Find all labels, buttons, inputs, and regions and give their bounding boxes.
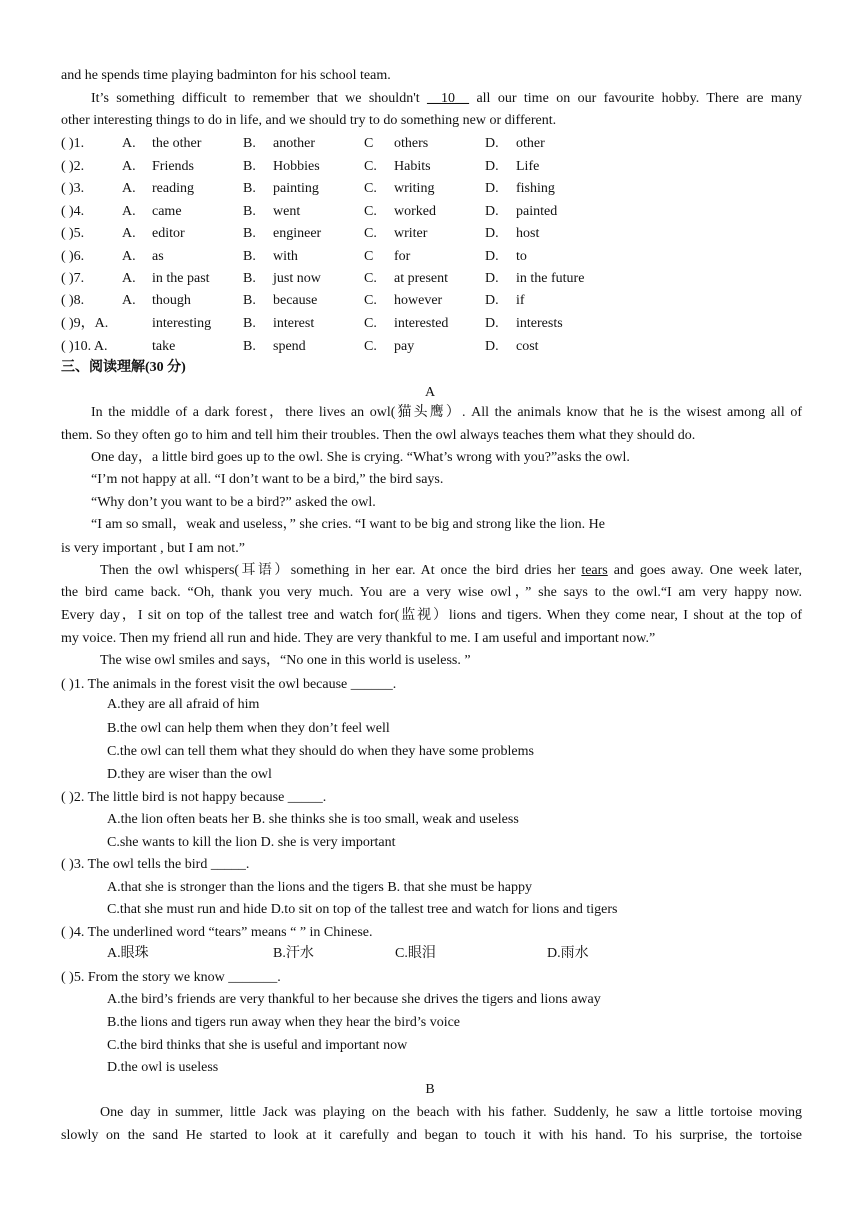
option-d: D. xyxy=(485,249,499,264)
cloze-question-row xyxy=(61,180,802,198)
option-a: A. xyxy=(122,226,136,241)
option: A.眼珠 xyxy=(107,946,149,961)
question-2: ( )2. The little bird is not happy because _____. xyxy=(61,790,327,805)
option: C.that she must run and hide D.to sit on top of the tallest tree and watch for lions and tigers xyxy=(107,902,618,917)
passage-line: One day in summer, little Jack was playing on the beach with his father. Suddenly, he saw a little tortoise moving xyxy=(100,1105,802,1120)
option-bt: just now xyxy=(273,271,321,286)
option-dt: Life xyxy=(516,159,540,174)
option-ct: Habits xyxy=(394,159,431,174)
option: B.the lions and tigers run away when they hear the bird’s voice xyxy=(107,1015,461,1030)
option: C.眼泪 xyxy=(395,946,436,961)
option-b: B. xyxy=(243,181,256,196)
option-b: B. xyxy=(243,293,256,308)
option-c: C. xyxy=(364,159,377,174)
option-d: D. xyxy=(485,293,499,308)
option-ct: others xyxy=(394,136,429,151)
passage-line: my voice. Then my friend all run and hide. They are very thankful to me. I am useful and important now.” xyxy=(61,631,656,646)
option-c: C xyxy=(364,136,374,151)
option-dt: cost xyxy=(516,339,539,354)
answer-paren: ( xyxy=(61,159,66,174)
question-number: )1. xyxy=(69,136,85,151)
option-d: D. xyxy=(485,159,499,174)
option-ct: for xyxy=(394,249,411,264)
option-ct: writing xyxy=(394,181,435,196)
option-ct: worked xyxy=(394,204,436,219)
option-a: A. xyxy=(122,136,136,151)
option-a: A. xyxy=(122,159,136,174)
option-b: B. xyxy=(243,271,256,286)
option-c: C xyxy=(364,249,374,264)
cloze-question-row xyxy=(61,292,802,310)
option-ct: pay xyxy=(394,339,415,354)
passage-line: the bird came back. “Oh, thank you very much. You are a very wise owl，” she says to the owl.“I am very happy now. xyxy=(61,585,802,600)
option-dt: painted xyxy=(516,204,558,219)
option-at: as xyxy=(152,249,164,264)
option-c: C. xyxy=(364,181,377,196)
question-number: )10. A. xyxy=(69,339,108,354)
answer-paren: ( xyxy=(61,271,66,286)
section-heading: 三、阅读理解(30 分) xyxy=(61,360,186,375)
option-dt: host xyxy=(516,226,540,241)
question-number: )9，A. xyxy=(69,316,109,331)
question-1: ( )1. The animals in the forest visit the owl because ______. xyxy=(61,677,397,692)
option-at: take xyxy=(152,339,176,354)
option-at: reading xyxy=(152,181,194,196)
option-dt: fishing xyxy=(516,181,555,196)
answer-paren: ( xyxy=(61,181,66,196)
option-dt: to xyxy=(516,249,527,264)
answer-paren: ( xyxy=(61,316,66,331)
option: A.that she is stronger than the lions and the tigers B. that she must be happy xyxy=(107,880,532,895)
option-at: editor xyxy=(152,226,185,241)
answer-paren: ( xyxy=(61,226,66,241)
option-c: C. xyxy=(364,339,377,354)
option-ct: writer xyxy=(394,226,428,241)
question-5: ( )5. From the story we know _______. xyxy=(61,970,281,985)
option-d: D. xyxy=(485,339,499,354)
question-number: )4. xyxy=(69,204,85,219)
option-d: D. xyxy=(485,271,499,286)
option-a: A. xyxy=(122,293,136,308)
cloze-question-row xyxy=(61,158,802,176)
cloze-blank-10: __10__ xyxy=(427,91,470,106)
option-ct: interested xyxy=(394,316,449,331)
option: A.the lion often beats her B. she thinks she is too small, weak and useless xyxy=(107,812,519,827)
option-dt: in the future xyxy=(516,271,585,286)
option-bt: with xyxy=(273,249,298,264)
option-at: interesting xyxy=(152,316,212,331)
option-c: C. xyxy=(364,316,377,331)
passage-line: “I’m not happy at all. “I don’t want to be a bird,” the bird says. xyxy=(91,472,444,487)
option-c: C. xyxy=(364,204,377,219)
question-number: )2. xyxy=(69,159,85,174)
option: B.汗水 xyxy=(273,946,314,961)
option-c: C. xyxy=(364,293,377,308)
option-a: A. xyxy=(122,249,136,264)
option-d: D. xyxy=(485,226,499,241)
option-b: B. xyxy=(243,204,256,219)
cloze-question-row xyxy=(61,135,802,153)
option-a: A. xyxy=(122,204,136,219)
option-b: B. xyxy=(243,226,256,241)
option-bt: Hobbies xyxy=(273,159,320,174)
passage-line: In the middle of a dark forest，there lives an owl(猫头鹰）. All the animals know that he is the wisest among all of xyxy=(91,405,802,420)
option: C.the owl can tell them what they should do when they have some problems xyxy=(107,744,534,759)
answer-paren: ( xyxy=(61,136,66,151)
passage-line: One day，a little bird goes up to the owl. She is crying. “What’s wrong with you?”asks the owl. xyxy=(91,450,630,465)
cloze-question-row xyxy=(61,338,802,356)
option-d: D. xyxy=(485,316,499,331)
passage-line: is very important , but I am not.” xyxy=(61,541,245,556)
passage-label-a: A xyxy=(424,385,436,400)
option: D.the owl is useless xyxy=(107,1060,219,1075)
option-dt: interests xyxy=(516,316,563,331)
option-c: C. xyxy=(364,226,377,241)
option-at: Friends xyxy=(152,159,194,174)
question-number: )7. xyxy=(69,271,85,286)
passage-line: other interesting things to do in life, and we should try to do something new or different. xyxy=(61,113,557,128)
question-3: ( )3. The owl tells the bird _____. xyxy=(61,857,250,872)
option-bt: another xyxy=(273,136,315,151)
option-bt: painting xyxy=(273,181,319,196)
cloze-question-row xyxy=(61,203,802,221)
option: C.she wants to kill the lion D. she is very important xyxy=(107,835,396,850)
passage-line: Then the owl whispers(耳语）something in her ear. At once the bird dries her tears and goes away. One week later, xyxy=(100,563,802,578)
passage-line: “I am so small，weak and useless，” she cries. “I want to be big and strong like the lion. He xyxy=(91,517,605,532)
option-d: D. xyxy=(485,204,499,219)
question-number: )3. xyxy=(69,181,85,196)
passage-line: It’s something difficult to remember that we shouldn't __10__ all our time on our favourite hobby. There are many xyxy=(91,91,802,106)
cloze-question-row xyxy=(61,270,802,288)
option-b: B. xyxy=(243,159,256,174)
option-dt: if xyxy=(516,293,525,308)
option-d: D. xyxy=(485,181,499,196)
option-c: C. xyxy=(364,271,377,286)
option-bt: went xyxy=(273,204,301,219)
cloze-question-row xyxy=(61,225,802,243)
option-b: B. xyxy=(243,339,256,354)
option-bt: because xyxy=(273,293,318,308)
option-at: in the past xyxy=(152,271,210,286)
option: D.they are wiser than the owl xyxy=(107,767,272,782)
option: A.they are all afraid of him xyxy=(107,697,260,712)
option-at: came xyxy=(152,204,182,219)
passage-line: them. So they often go to him and tell him their troubles. Then the owl always teaches them what they should do. xyxy=(61,428,696,443)
question-number: )5. xyxy=(69,226,85,241)
cloze-question-row xyxy=(61,248,802,266)
option: B.the owl can help them when they don’t feel well xyxy=(107,721,390,736)
passage-line: and he spends time playing badminton for his school team. xyxy=(61,68,391,83)
option-b: B. xyxy=(243,316,256,331)
underlined-word-tears: tears xyxy=(581,563,608,578)
option-a: A. xyxy=(122,271,136,286)
answer-paren: ( xyxy=(61,204,66,219)
option-b: B. xyxy=(243,249,256,264)
option-dt: other xyxy=(516,136,545,151)
passage-line: Every day，I sit on top of the tallest tree and watch for(监视）lions and tigers. When they come near, I shout at the top of xyxy=(61,608,802,623)
option-bt: interest xyxy=(273,316,315,331)
passage-line: “Why don’t you want to be a bird?” asked the owl. xyxy=(91,495,376,510)
option-a: A. xyxy=(122,181,136,196)
option: C.the bird thinks that she is useful and important now xyxy=(107,1038,408,1053)
question-number: )8. xyxy=(69,293,85,308)
option-at: though xyxy=(152,293,191,308)
option-ct: at present xyxy=(394,271,449,286)
option-bt: spend xyxy=(273,339,306,354)
option: D.雨水 xyxy=(547,946,589,961)
option-at: the other xyxy=(152,136,202,151)
answer-paren: ( xyxy=(61,339,66,354)
passage-label-b: B xyxy=(425,1082,435,1097)
option-d: D. xyxy=(485,136,499,151)
answer-paren: ( xyxy=(61,293,66,308)
cloze-question-row xyxy=(61,315,802,333)
option: A.the bird’s friends are very thankful to her because she drives the tigers and lions away xyxy=(107,992,601,1007)
question-4: ( )4. The underlined word “tears” means “ ” in Chinese. xyxy=(61,925,373,940)
option-bt: engineer xyxy=(273,226,322,241)
option-ct: however xyxy=(394,293,443,308)
question-number: )6. xyxy=(69,249,85,264)
passage-line: slowly on the sand He started to look at it carefully and began to touch it with his hand. To his surprise, the tortoise xyxy=(61,1128,802,1143)
passage-line: The wise owl smiles and says，“No one in this world is useless. ” xyxy=(100,653,471,668)
option-b: B. xyxy=(243,136,256,151)
answer-paren: ( xyxy=(61,249,66,264)
